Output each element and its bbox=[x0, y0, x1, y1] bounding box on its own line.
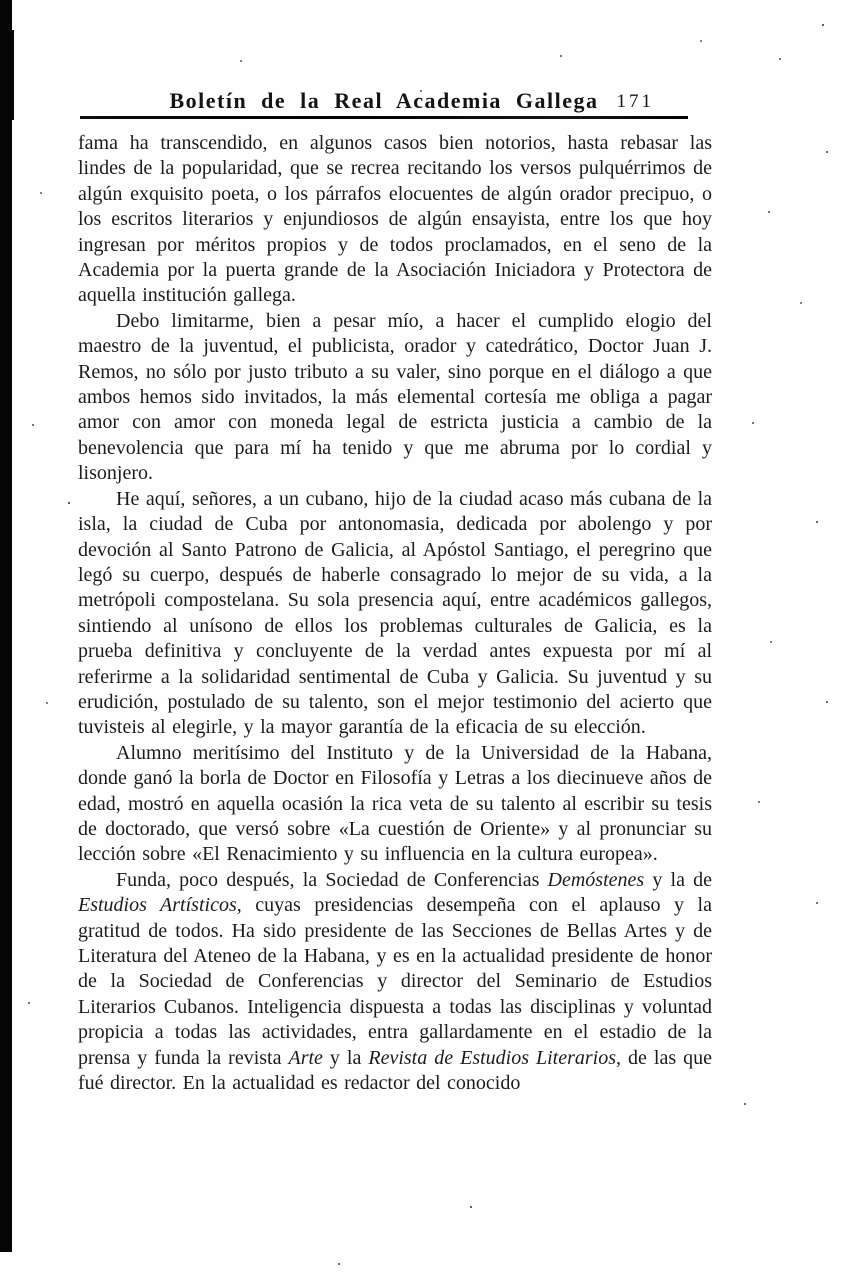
text-run: fama ha transcendido, en algunos casos bien notorios, hasta rebasar las lindes de la popularidad, que se recrea recitando los versos pulquérrimos de algún exquisito poeta, o los párrafos elocuentes de algún orador precipuo, o los escritos literarios y enjundiosos de algún ensayista, entre los que hoy ingresan por méritos propios y de todos proclamados, en el seno de la Academia por la puerta grande de la Asociación Iniciadora y Protectora de aquella institución gallega. bbox=[78, 132, 712, 307]
body-text bbox=[78, 131, 712, 1096]
italic-text-run: Estudios Artísticos, bbox=[78, 894, 242, 917]
italic-text-run: Arte bbox=[288, 1046, 323, 1069]
text-run: cuyas presidencias desempeña con el aplauso y la gratitud de todos. Ha sido presidente de las Secciones de Bellas Artes y de Literatura del Ateneo de la Habana, y es en la actualidad presidente de honor de la Sociedad de Conferencias y director del Seminario de Estudios Literarios Cubanos. Inteligencia dispuesta a todas las disciplinas y voluntad propicia a todas las actividades, entra gallardamente en el estadio de la prensa y funda la revista bbox=[78, 894, 712, 1069]
text-run: Debo limitarme, bien a pesar mío, a hacer el cumplido elogio del maestro de la juventud, el publicista, orador y catedrático, Doctor Juan J. Remos, no sólo por justo tributo a su valer, sino porque en el diálogo a que ambos hemos sido invitados, la más elemental cortesía me obliga a pagar amor con amor con moneda legal de estricta justicia a cambio de la benevolencia que para mí ha tenido y que me abruma por lo cordial y lisonjero. bbox=[78, 309, 712, 485]
paragraph bbox=[78, 309, 712, 487]
paragraph bbox=[78, 131, 712, 309]
scan-speckles bbox=[0, 0, 2, 2]
text-run: Alumno meritísimo del Instituto y de la Universidad de la Habana, donde ganó la borla de Doctor en Filosofía y Letras a los diecinueve años de edad, mostró en aquella ocasión la rica veta de su talento al escribir su tesis de doctorado, que versó sobre «La cuestión de Oriente» y al pronunciar su lección sobre «El Renacimiento y su influencia en la cultura europea». bbox=[78, 741, 712, 866]
text-run: He aquí, señores, a un cubano, hijo de la ciudad acaso más cubana de la isla, la ciudad de Cuba por antonomasia, dedicada por abolengo y por devoción al Santo Patrono de Galicia, al Apóstol Santiago, el peregrino que legó su cuerpo, después de haberle consagrado lo mejor de su vida, a la metrópoli compostelana. Su sola presencia aquí, entre académicos gallegos, sintiendo al unísono de ellos los problemas culturales de Galicia, es la prueba definitiva y concluyente de la verdad antes expuesta por mí al referirme a la solidaridad sentimental de Cuba y Galicia. Su juventud y su erudición, postulado de su talento, son el mejor testimonio del acierto que tuvisteis al elegirle, y la mayor garantía de la eficacia de su elección. bbox=[78, 487, 712, 739]
scan-edge-artifact bbox=[0, 0, 12, 1252]
paragraph bbox=[78, 741, 712, 868]
italic-text-run: Revista de Estudios Literarios, bbox=[368, 1046, 622, 1069]
page-header bbox=[80, 88, 688, 114]
header-rule bbox=[80, 116, 688, 119]
paragraph bbox=[78, 868, 712, 1097]
italic-text-run: Demóstenes bbox=[547, 868, 645, 891]
text-run: de las que fué director. En la actualidad es redactor del conocido bbox=[78, 1046, 712, 1095]
page-number: 171 bbox=[616, 91, 654, 112]
paragraph bbox=[78, 487, 712, 741]
journal-title: Boletín de la Real Academia Gallega bbox=[169, 88, 599, 113]
text-run: y la de bbox=[644, 868, 712, 891]
text-run: Funda, poco después, la Sociedad de Conferencias bbox=[116, 868, 548, 891]
text-run: y la bbox=[322, 1046, 369, 1069]
